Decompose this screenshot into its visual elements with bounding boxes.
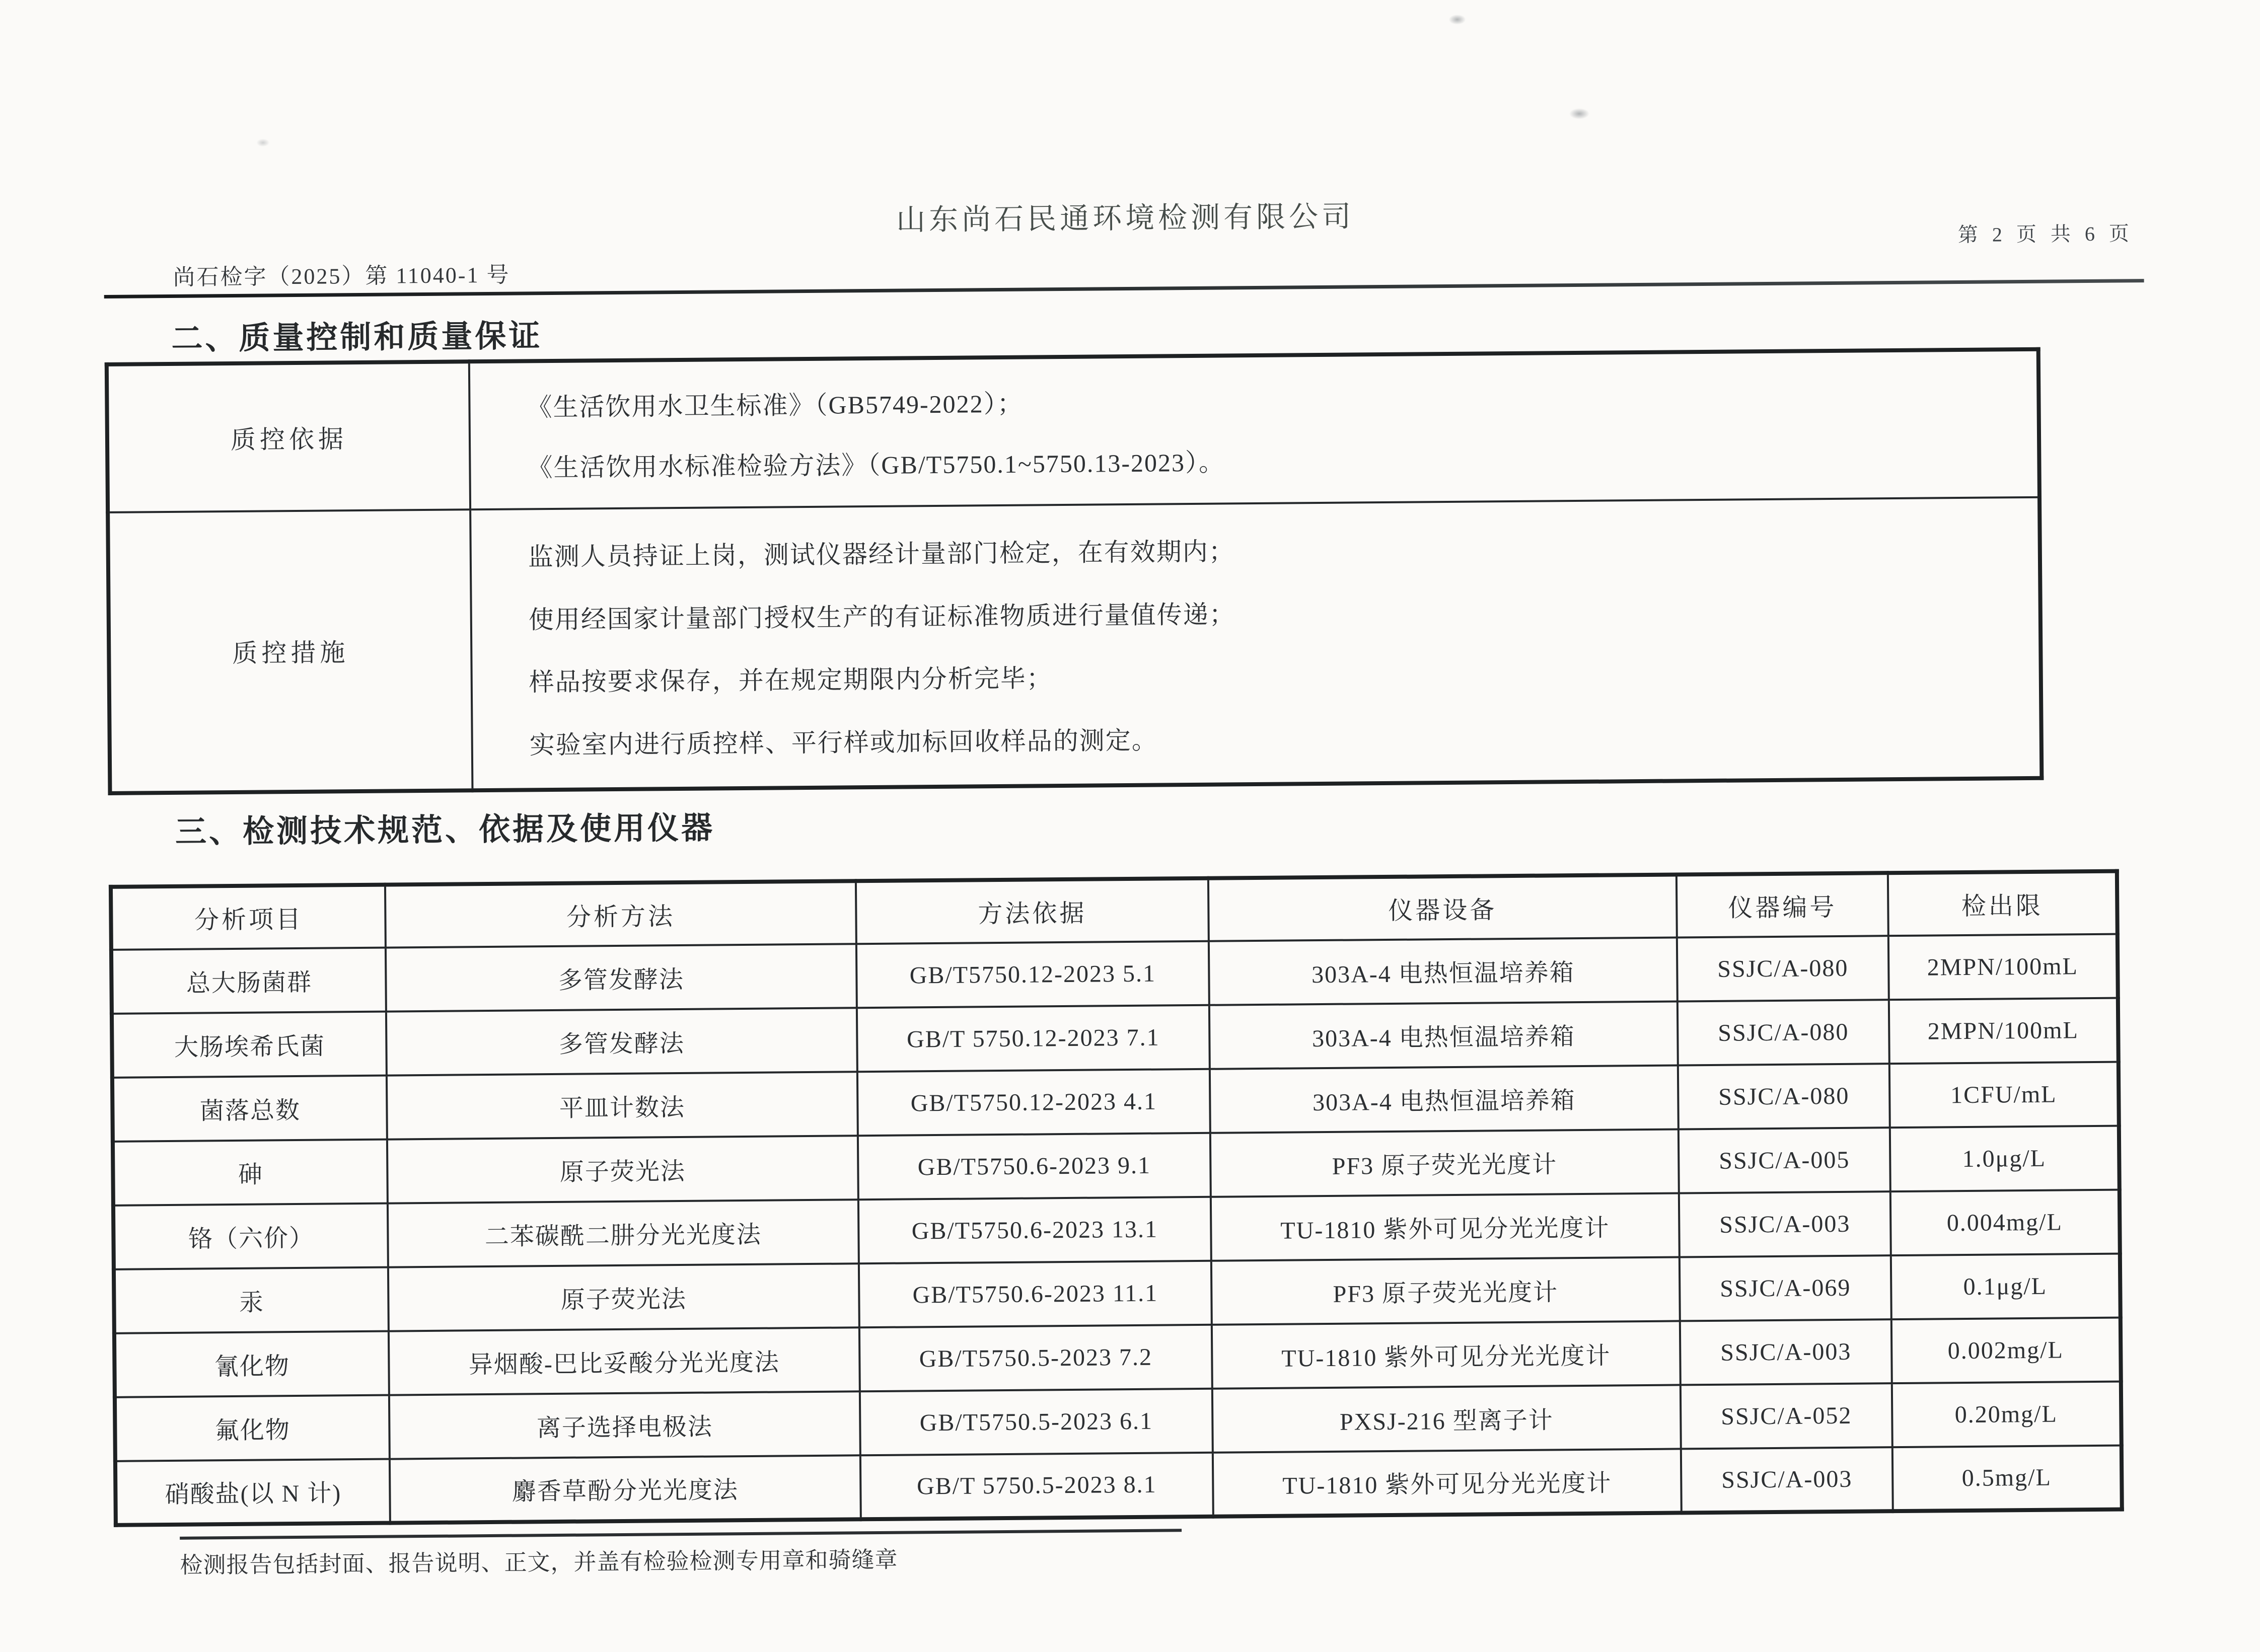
cell-item: 硝酸盐(以 N 计): [115, 1459, 390, 1525]
cell-instrument-id: SSJC/A-003: [1680, 1319, 1892, 1385]
cell-method-basis: GB/T5750.12-2023 4.1: [857, 1069, 1210, 1136]
cell-item: 大肠埃希氏菌: [112, 1012, 387, 1078]
qc-basis-line: 《生活饮用水卫生标准》（GB5749-2022）；: [527, 389, 1024, 422]
cell-method-basis: GB/T5750.6-2023 11.1: [859, 1261, 1212, 1327]
table-row: [107, 349, 2039, 512]
cell-item: 铬（六价）: [113, 1204, 388, 1269]
cell-method: 离子选择电极法: [389, 1391, 860, 1459]
qc-measures-line: 监测人员持证上岗，测试仪器经计量部门检定，在有效期内；: [528, 537, 1235, 571]
cell-detection-limit: 0.1μg/L: [1891, 1254, 2121, 1320]
report-document-number: 尚石检字（2025）第 11040-1 号: [173, 262, 511, 290]
cell-method-basis: GB/T 5750.12-2023 7.1: [857, 1005, 1210, 1072]
col-header-instrument: 仪器设备: [1208, 874, 1677, 941]
report-footer-note: 检测报告包括封面、报告说明、正文，并盖有检验检测专用章和骑缝章: [180, 1529, 1182, 1580]
cell-method: 平皿计数法: [387, 1072, 858, 1139]
cell-detection-limit: 2MPN/100mL: [1889, 998, 2119, 1064]
cell-detection-limit: 0.002mg/L: [1891, 1318, 2121, 1384]
qc-basis-content: [469, 349, 2039, 509]
qc-measures-content: [470, 497, 2042, 790]
quality-control-table: [105, 347, 2044, 795]
cell-detection-limit: 0.20mg/L: [1892, 1382, 2122, 1448]
col-header-analysis-item: 分析项目: [111, 885, 386, 950]
cell-instrument-id: SSJC/A-003: [1679, 1191, 1891, 1257]
cell-instrument: 303A-4 电热恒温培养箱: [1209, 1001, 1678, 1069]
cell-method: 多管发酵法: [386, 1008, 857, 1075]
cell-instrument-id: SSJC/A-080: [1678, 1000, 1889, 1065]
cell-instrument: PXSJ-216 型离子计: [1212, 1385, 1681, 1452]
cell-method: 麝香草酚分光光度法: [390, 1455, 861, 1523]
qc-basis-line: 《生活饮用水标准检验方法》（GB/T5750.1~5750.13-2023）。: [527, 448, 1225, 482]
cell-detection-limit: 0.5mg/L: [1892, 1446, 2122, 1512]
page-number-indicator: 第 2 页 共 6 页: [1957, 222, 2134, 247]
cell-instrument-id: SSJC/A-052: [1681, 1383, 1892, 1449]
cell-instrument-id: SSJC/A-080: [1677, 936, 1889, 1001]
cell-instrument-id: SSJC/A-080: [1678, 1064, 1890, 1129]
cell-item: 砷: [113, 1140, 388, 1206]
tech-section-title: 三、检测技术规范、依据及使用仪器: [175, 810, 715, 850]
cell-instrument: PF3 原子荧光光度计: [1211, 1257, 1680, 1324]
cell-detection-limit: 0.004mg/L: [1890, 1190, 2120, 1256]
cell-method-basis: GB/T5750.6-2023 13.1: [858, 1197, 1211, 1263]
cell-method: 原子荧光法: [387, 1136, 858, 1203]
cell-item: 菌落总数: [112, 1076, 387, 1142]
cell-instrument: TU-1810 紫外可见分光光度计: [1212, 1321, 1681, 1388]
cell-detection-limit: 1CFU/mL: [1889, 1062, 2119, 1128]
qc-basis-lines: [470, 351, 2037, 508]
cell-method: 二苯碳酰二肼分光光度法: [388, 1199, 859, 1267]
cell-method: 多管发酵法: [386, 944, 857, 1011]
cell-instrument: PF3 原子荧光光度计: [1210, 1129, 1679, 1196]
cell-method-basis: GB/T5750.5-2023 6.1: [860, 1389, 1213, 1455]
scan-artifact: [1569, 108, 1589, 119]
cell-method: 异烟酸-巴比妥酸分光光度法: [389, 1327, 860, 1395]
cell-instrument: 303A-4 电热恒温培养箱: [1209, 937, 1678, 1005]
col-header-instrument-id: 仪器编号: [1676, 873, 1888, 937]
cell-instrument-id: SSJC/A-069: [1680, 1255, 1891, 1321]
qc-measures-line: 样品按要求保存，并在规定期限内分析完毕；: [529, 664, 1053, 697]
scan-artifact: [256, 138, 269, 146]
cell-detection-limit: 1.0μg/L: [1890, 1126, 2120, 1192]
company-name-header: 山东尚石民通环境检测有限公司: [896, 200, 1355, 237]
cell-method-basis: GB/T5750.12-2023 5.1: [856, 941, 1209, 1008]
cell-method-basis: GB/T 5750.5-2023 8.1: [860, 1453, 1213, 1519]
cell-instrument-id: SSJC/A-003: [1681, 1447, 1893, 1513]
cell-method-basis: GB/T5750.6-2023 9.1: [858, 1133, 1211, 1199]
cell-item: 总大肠菌群: [111, 948, 386, 1014]
cell-item: 汞: [114, 1267, 389, 1333]
col-header-analysis-method: 分析方法: [385, 881, 856, 947]
scan-artifact: [1448, 15, 1466, 25]
qc-section-title: 二、质量控制和质量保证: [171, 319, 543, 356]
cell-item: 氰化物: [114, 1331, 389, 1397]
col-header-detection-limit: 检出限: [1888, 871, 2118, 936]
qc-measures-lines: [471, 498, 2039, 788]
cell-method: 原子荧光法: [388, 1263, 859, 1331]
cell-instrument-id: SSJC/A-005: [1679, 1128, 1890, 1193]
cell-instrument: 303A-4 电热恒温培养箱: [1210, 1065, 1679, 1133]
qc-measures-label: 质控措施: [108, 509, 472, 793]
col-header-method-basis: 方法依据: [856, 878, 1209, 944]
cell-instrument: TU-1810 紫外可见分光光度计: [1213, 1449, 1682, 1516]
cell-detection-limit: 2MPN/100mL: [1888, 934, 2118, 1000]
qc-measures-line: 实验室内进行质控样、平行样或加标回收样品的测定。: [529, 726, 1158, 760]
table-row: [108, 497, 2042, 793]
qc-basis-label: 质控依据: [107, 361, 470, 512]
cell-item: 氟化物: [115, 1395, 390, 1461]
qc-measures-line: 使用经国家计量部门授权生产的有证标准物质进行量值传递；: [528, 599, 1235, 634]
instrument-method-table: [109, 869, 2124, 1527]
cell-instrument: TU-1810 紫外可见分光光度计: [1211, 1193, 1680, 1260]
cell-method-basis: GB/T5750.5-2023 7.2: [859, 1325, 1212, 1391]
